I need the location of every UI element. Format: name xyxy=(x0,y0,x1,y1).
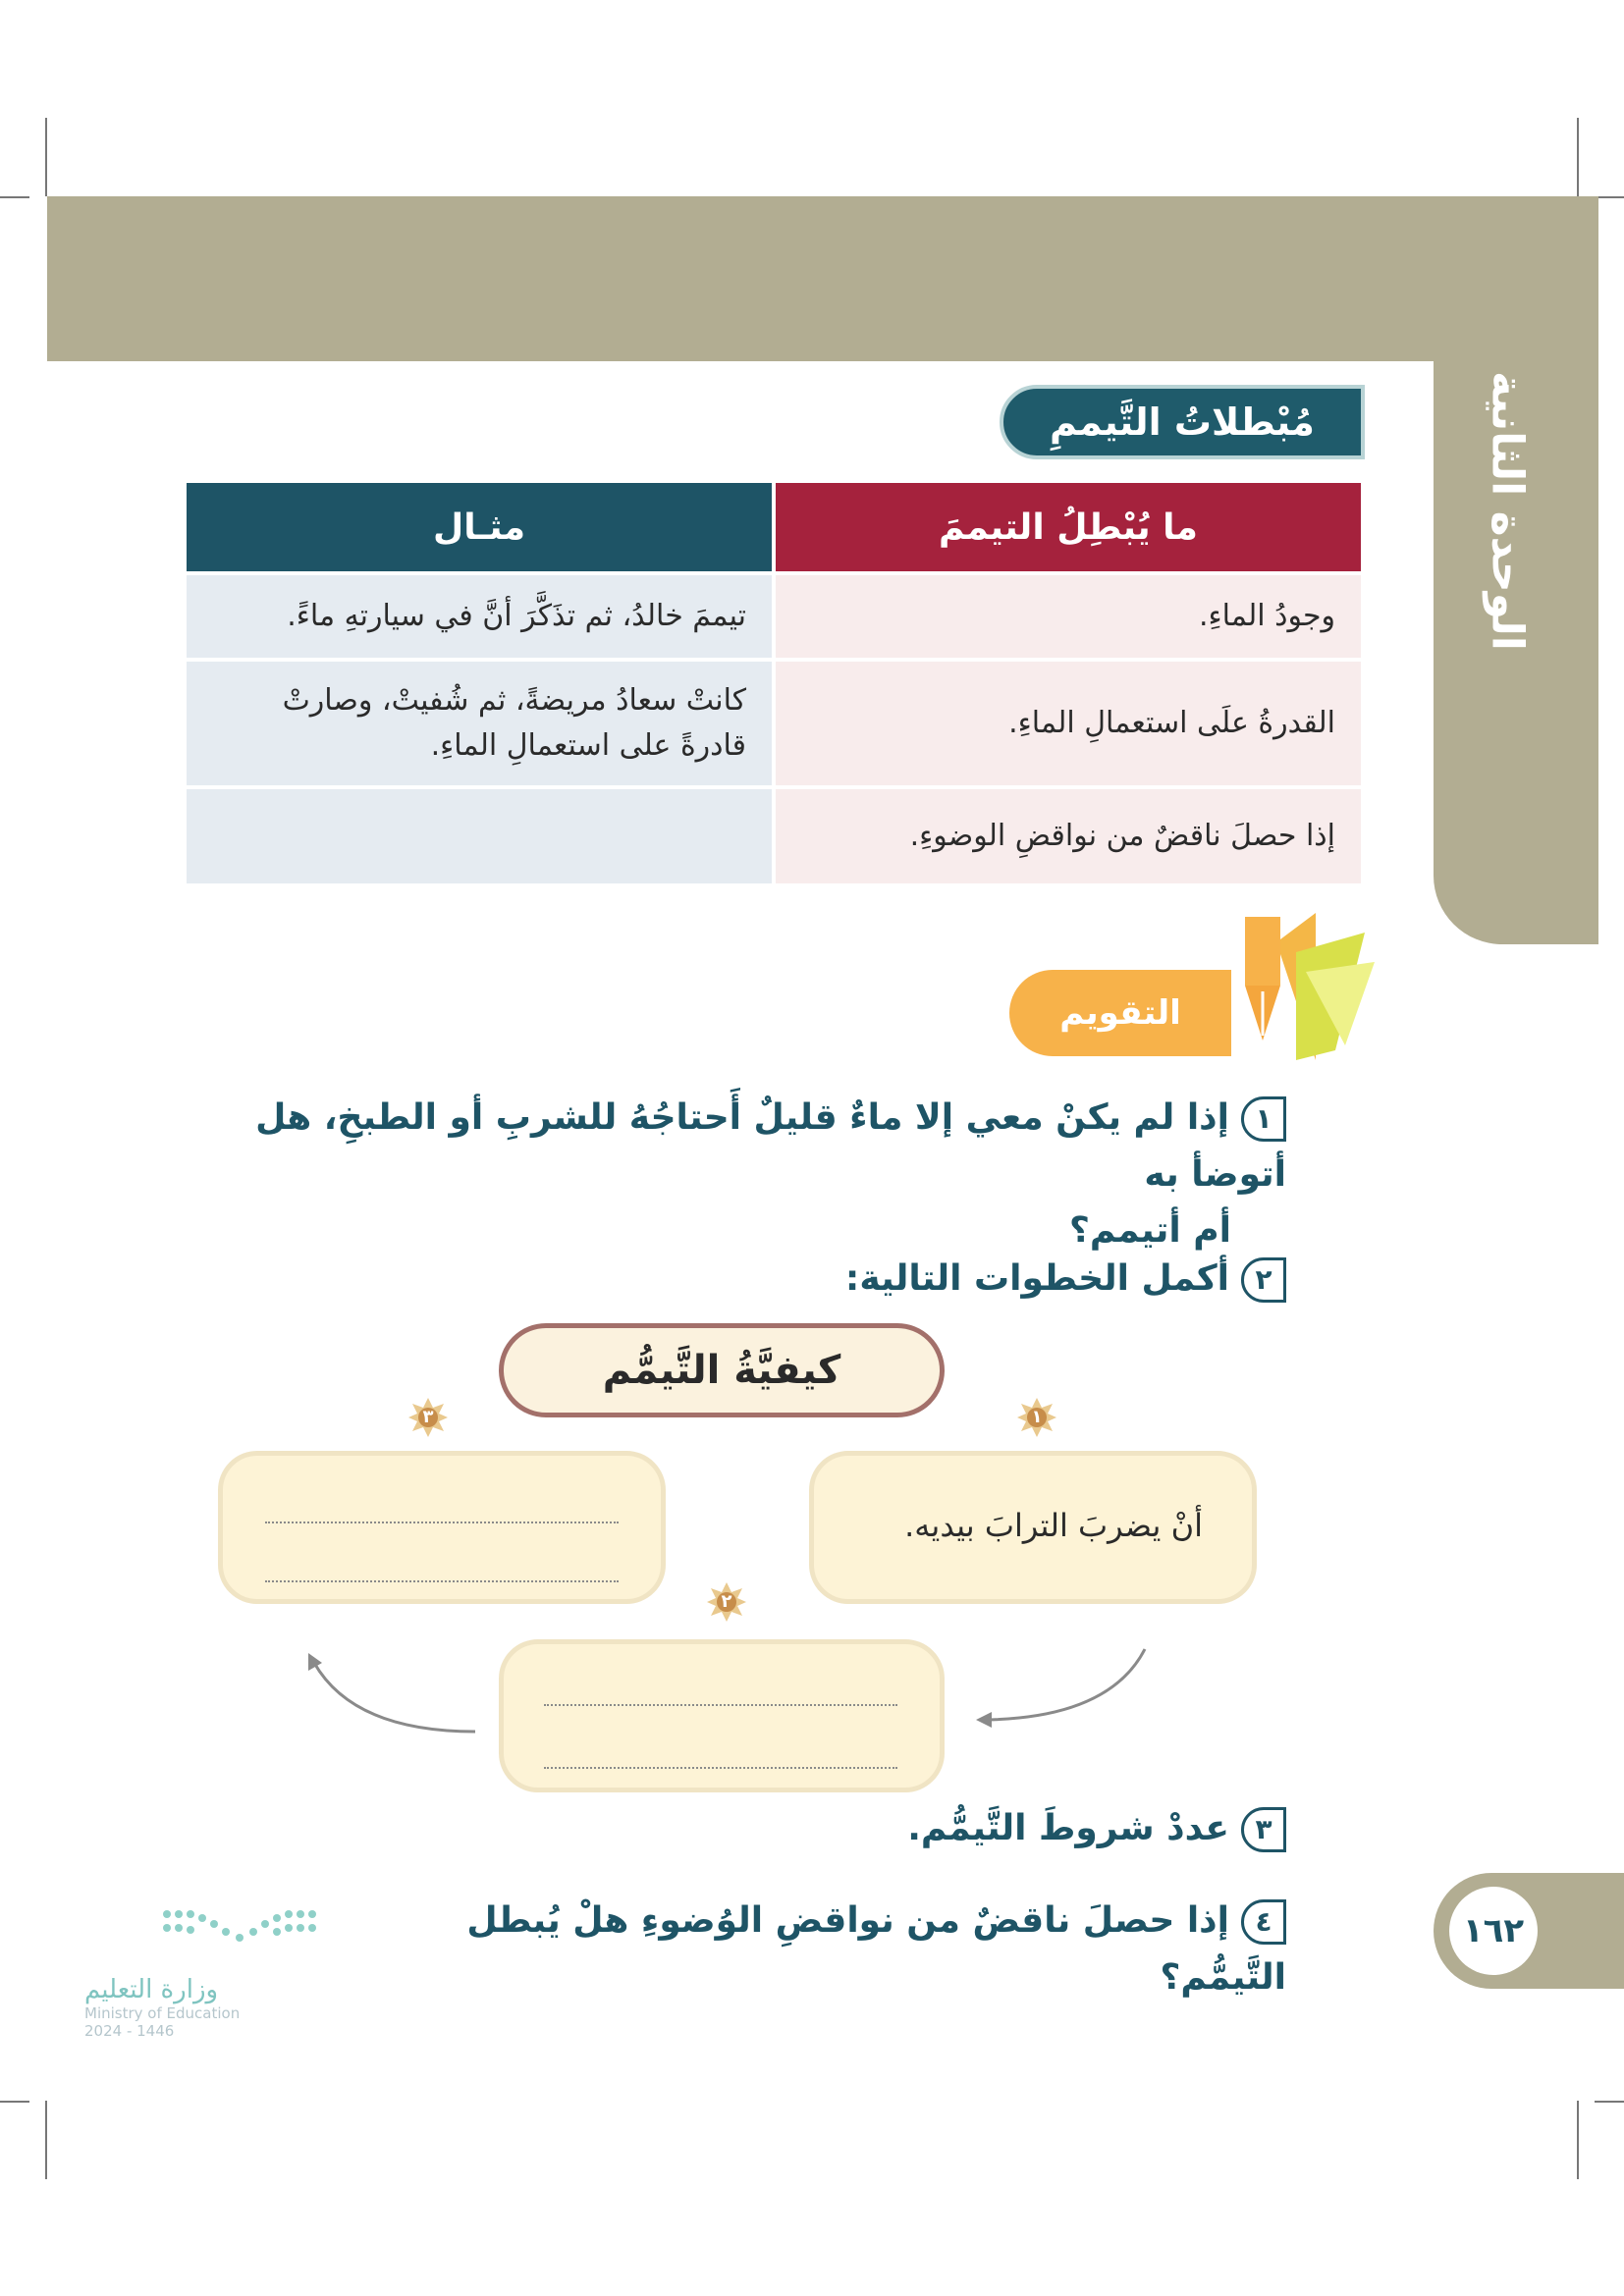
answer-line[interactable] xyxy=(265,1522,619,1523)
table-cell: إذا حصلَ ناقضٌ من نواقضِ الوضوءِ. xyxy=(776,789,1361,883)
crop-mark xyxy=(45,118,47,196)
table-row xyxy=(187,662,1361,785)
question-text: إذا حصلَ ناقضٌ من نواقضِ الوُضوءِ هلْ يُبطل التَّيمُّم؟ xyxy=(466,1900,1286,1998)
unit-tab xyxy=(1453,353,1561,667)
question-3 xyxy=(687,1800,1286,1857)
arrow-icon xyxy=(962,1639,1159,1737)
crop-mark xyxy=(0,2101,29,2103)
question-number: ٢ xyxy=(1241,1257,1286,1303)
question-text: أم أتيمم؟ xyxy=(1068,1210,1231,1252)
crop-mark xyxy=(1595,196,1624,198)
ministry-name-en: Ministry of Education xyxy=(84,2004,241,2022)
question-text: أكمل الخطوات التالية: xyxy=(844,1258,1229,1299)
question-number: ٣ xyxy=(1241,1807,1286,1852)
ministry-logo-icon xyxy=(157,1904,324,1959)
crop-mark xyxy=(1577,2101,1579,2179)
table-cell: وجودُ الماءِ. xyxy=(776,575,1361,658)
cell-line: قادرةً على استعمالِ الماءِ. xyxy=(430,728,746,763)
step-box-1 xyxy=(809,1451,1257,1604)
question-number: ١ xyxy=(1241,1096,1286,1142)
answer-line[interactable] xyxy=(265,1580,619,1582)
table-header-example: مثـال xyxy=(187,483,772,571)
question-2 xyxy=(687,1251,1286,1308)
question-text: عددْ شروطَ التَّيمُّم. xyxy=(907,1808,1229,1848)
section-title: مُبْطلاتُ التَّيممِ xyxy=(1000,385,1365,459)
step-badge-number: ١ xyxy=(1031,1407,1043,1427)
crop-mark xyxy=(1595,2101,1624,2103)
pen-book-icon xyxy=(1208,913,1375,1060)
question-4 xyxy=(373,1893,1286,2005)
step-badge-number: ٢ xyxy=(721,1591,732,1612)
ministry-name-ar: وزارة التعليم xyxy=(84,1975,219,2004)
table-row xyxy=(187,575,1361,658)
table-header-invalidator: ما يُبْطِلُ التيممَ xyxy=(776,483,1361,571)
step-text: أنْ يضربَ الترابَ بيديه. xyxy=(904,1507,1203,1544)
diagram-title: كيفيَّةُ التَّيمُّم xyxy=(499,1323,945,1417)
invalidators-table xyxy=(183,479,1365,887)
question-text: إذا لم يكنْ معي إلا ماءٌ قليلٌ أَحتاجُهُ للشربِ أو الطبخِ، هل أتوضأ به xyxy=(255,1097,1286,1195)
ministry-year: 2024 - 1446 xyxy=(84,2022,175,2040)
table-cell: القدرةُ علَى استعمالِ الماءِ. xyxy=(776,662,1361,785)
cell-line: كانتْ سعادُ مريضةً، ثم شُفيتْ، وصارتْ xyxy=(282,682,746,718)
ministry-mark xyxy=(84,1975,251,2040)
answer-line[interactable] xyxy=(544,1704,897,1706)
crop-mark xyxy=(0,196,29,198)
question-number: ٤ xyxy=(1241,1899,1286,1945)
evaluation-tab: التقويم xyxy=(1009,970,1231,1056)
table-row xyxy=(187,789,1361,883)
header-band xyxy=(47,196,1598,361)
question-1 xyxy=(226,1090,1286,1259)
table-cell: تيممَ خالدُ، ثم تذَكَّرَ أنَّ في سيارتهِ ماءً. xyxy=(187,575,772,658)
crop-mark xyxy=(45,2101,47,2179)
page-number: ١٦٢ xyxy=(1449,1887,1538,1975)
unit-title: الوحدة الثانية xyxy=(1482,370,1533,651)
step-badge-number: ٣ xyxy=(422,1407,434,1427)
table-header-row xyxy=(187,483,1361,571)
step-box-2 xyxy=(499,1639,945,1792)
answer-line[interactable] xyxy=(544,1767,897,1769)
arrow-icon xyxy=(295,1649,491,1747)
table-cell-empty xyxy=(187,789,772,883)
crop-mark xyxy=(1577,118,1579,196)
table-cell xyxy=(187,662,772,785)
